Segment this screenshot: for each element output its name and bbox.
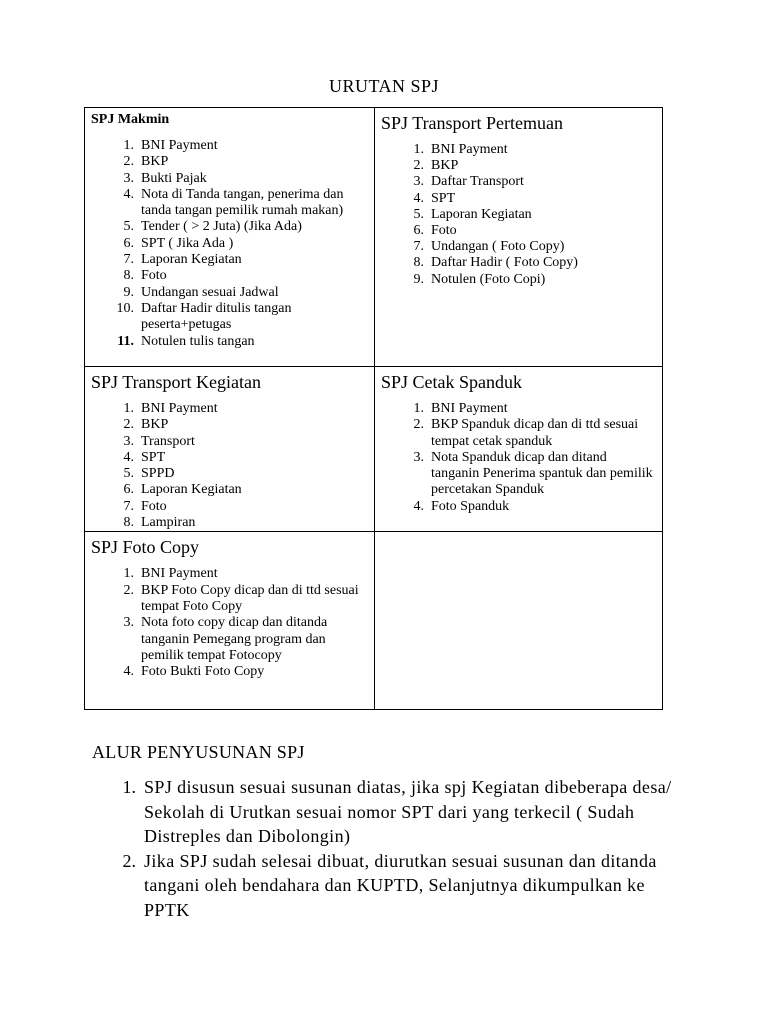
cell-content <box>85 367 374 531</box>
cell-spj-transport-pertemuan <box>375 108 663 367</box>
item-text: Undangan ( Foto Copy) <box>431 239 565 255</box>
item-number: 5. <box>413 206 424 222</box>
list-item <box>91 515 368 531</box>
item-text: BNI Payment <box>141 138 218 153</box>
list-item <box>91 285 368 301</box>
list-item <box>91 401 368 417</box>
item-number: 8. <box>123 515 134 531</box>
list-item <box>91 138 368 154</box>
item-text: Bukti Pajak <box>141 170 207 186</box>
list-item <box>381 207 656 223</box>
item-text: Lampiran <box>141 515 196 531</box>
cell-content <box>85 532 374 680</box>
item-number: 1. <box>413 401 424 416</box>
list-item <box>91 171 368 187</box>
list-item <box>91 334 368 350</box>
cell-empty <box>375 532 663 710</box>
list-item <box>91 301 368 334</box>
item-text: BKP <box>141 417 169 433</box>
item-list <box>381 142 656 288</box>
page-title: URUTAN SPJ <box>328 76 440 96</box>
list-item <box>91 482 368 498</box>
alur-item-text: SPJ disusun sesuai susunan diatas, jika spj Kegiatan dibeberapa desa/ Sekolah di Urutkan sesuai nomor SPT dari yang terkecil ( Sudah Distreples dan Dibolongin) <box>144 777 672 846</box>
list-item <box>91 499 368 515</box>
alur-item <box>92 775 692 849</box>
list-item <box>381 272 656 288</box>
cell-content <box>375 367 662 515</box>
item-number: 7. <box>413 239 424 255</box>
cell-spj-foto-copy <box>85 532 375 710</box>
item-text: Notulen (Foto Copi) <box>431 271 546 287</box>
item-number: 5. <box>123 219 134 235</box>
list-item <box>91 154 368 170</box>
item-text: Nota Spanduk dicap dan ditand tanganin Penerima spantuk dan pemilik percetakan Spanduk <box>431 449 653 498</box>
item-number: 3. <box>123 615 134 631</box>
item-text: BKP Spanduk dicap dan di ttd sesuai tempat cetak spanduk <box>431 417 639 449</box>
item-number: 2. <box>123 582 134 598</box>
alur-section <box>92 742 692 922</box>
item-text: Foto Spanduk <box>431 498 510 514</box>
list-item <box>91 466 368 482</box>
item-number: 9. <box>413 271 424 287</box>
item-text: Nota di Tanda tangan, penerima dan tanda tangan pemilik rumah makan) <box>141 186 344 219</box>
list-item <box>381 239 656 255</box>
list-item <box>91 187 368 220</box>
alur-title: ALUR PENYUSUNAN SPJ <box>92 742 305 762</box>
item-number: 9. <box>123 284 134 300</box>
list-item <box>91 268 368 284</box>
alur-item-number: 1. <box>122 777 136 797</box>
item-number: 2. <box>413 158 424 174</box>
item-text: BKP <box>141 154 169 170</box>
list-item <box>381 417 656 450</box>
list-item <box>91 219 368 235</box>
cell-title: SPJ Foto Copy <box>91 537 200 558</box>
list-item <box>91 615 368 664</box>
item-number: 8. <box>413 255 424 271</box>
item-text: BNI Payment <box>431 142 508 157</box>
item-text: Laporan Kegiatan <box>431 206 532 222</box>
cell-title: SPJ Makmin <box>91 112 170 127</box>
item-text: Tender ( > 2 Juta) (Jika Ada) <box>141 219 302 235</box>
list-item <box>381 191 656 207</box>
item-number: 10. <box>116 300 134 316</box>
item-text: Foto <box>141 498 167 514</box>
list-item <box>381 450 656 499</box>
list-item <box>381 223 656 239</box>
item-number: 7. <box>123 498 134 514</box>
item-number: 8. <box>123 268 134 284</box>
list-item <box>381 255 656 271</box>
item-number: 2. <box>413 417 424 433</box>
cell-spj-cetak-spanduk <box>375 367 663 532</box>
alur-item-text: Jika SPJ sudah selesai dibuat, diurutkan sesuai susunan dan ditanda tangani oleh bendahara dan KUPTD, Selanjutnya dikumpulkan ke PPTK <box>144 850 657 920</box>
item-number: 6. <box>123 235 134 251</box>
item-number: 7. <box>123 252 134 268</box>
item-number: 4. <box>123 664 134 680</box>
item-text: SPPD <box>141 466 175 482</box>
item-text: Foto <box>141 268 167 284</box>
item-text: Laporan Kegiatan <box>141 252 242 268</box>
item-text: Transport <box>141 433 195 449</box>
item-number: 3. <box>123 433 134 449</box>
alur-item <box>92 849 692 923</box>
cell-title: SPJ Transport Pertemuan <box>381 113 564 133</box>
item-text: Daftar Transport <box>431 174 524 190</box>
item-text: Undangan sesuai Jadwal <box>141 284 279 300</box>
item-text: BKP <box>431 158 459 174</box>
list-item <box>91 566 368 582</box>
list-item <box>91 252 368 268</box>
alur-list <box>92 775 692 922</box>
item-text: Notulen tulis tangan <box>141 333 255 349</box>
item-text: BKP Foto Copy dicap dan di ttd sesuai tempat Foto Copy <box>141 582 359 614</box>
item-text: Nota foto copy dicap dan ditanda tanganin Pemegang program dan pemilik tempat Fotocopy <box>141 615 328 663</box>
list-item <box>91 583 368 616</box>
item-number: 2. <box>123 417 134 433</box>
item-number: 3. <box>123 170 134 186</box>
item-number: 1. <box>123 138 134 153</box>
item-text: Foto Bukti Foto Copy <box>141 664 265 680</box>
cell-title: SPJ Transport Kegiatan <box>91 372 262 392</box>
list-item <box>381 499 656 515</box>
item-list <box>91 566 368 680</box>
cell-content <box>375 108 662 288</box>
item-text: Foto <box>431 223 457 239</box>
item-number: 6. <box>123 482 134 498</box>
item-number: 3. <box>413 174 424 190</box>
item-number: 6. <box>413 223 424 239</box>
cell-spj-transport-kegiatan <box>85 367 375 532</box>
item-text: SPT ( Jika Ada ) <box>141 235 234 251</box>
item-number: 5. <box>123 466 134 482</box>
item-text: Laporan Kegiatan <box>141 482 242 498</box>
cell-title: SPJ Cetak Spanduk <box>381 372 523 392</box>
item-number: 4. <box>123 449 134 465</box>
list-item <box>91 450 368 466</box>
item-number: 1. <box>413 142 424 157</box>
item-text: BNI Payment <box>141 401 218 416</box>
item-number: 1. <box>123 401 134 416</box>
item-text: Daftar Hadir ditulis tangan peserta+petugas <box>141 300 292 333</box>
list-item <box>91 236 368 252</box>
item-text: SPT <box>141 449 166 465</box>
cell-content <box>85 108 374 350</box>
alur-item-number: 2. <box>122 850 136 871</box>
item-number: 4. <box>123 186 134 202</box>
item-text: BNI Payment <box>141 566 218 582</box>
item-number: 4. <box>413 498 424 514</box>
item-text: BNI Payment <box>431 401 508 416</box>
item-number: 2. <box>123 154 134 170</box>
item-text: Daftar Hadir ( Foto Copy) <box>431 255 578 271</box>
list-item <box>91 434 368 450</box>
item-list <box>91 138 368 350</box>
item-number: 3. <box>413 449 424 465</box>
item-number: 11. <box>117 333 134 349</box>
item-number: 4. <box>413 190 424 206</box>
item-text: SPT <box>431 190 456 206</box>
list-item <box>91 664 368 680</box>
list-item <box>381 158 656 174</box>
list-item <box>91 417 368 433</box>
item-list <box>381 401 656 515</box>
list-item <box>381 142 656 158</box>
list-item <box>381 401 656 417</box>
item-number: 1. <box>123 566 134 582</box>
list-item <box>381 174 656 190</box>
item-list <box>91 401 368 531</box>
spj-order-table <box>84 107 663 710</box>
cell-spj-makmin <box>85 108 375 367</box>
